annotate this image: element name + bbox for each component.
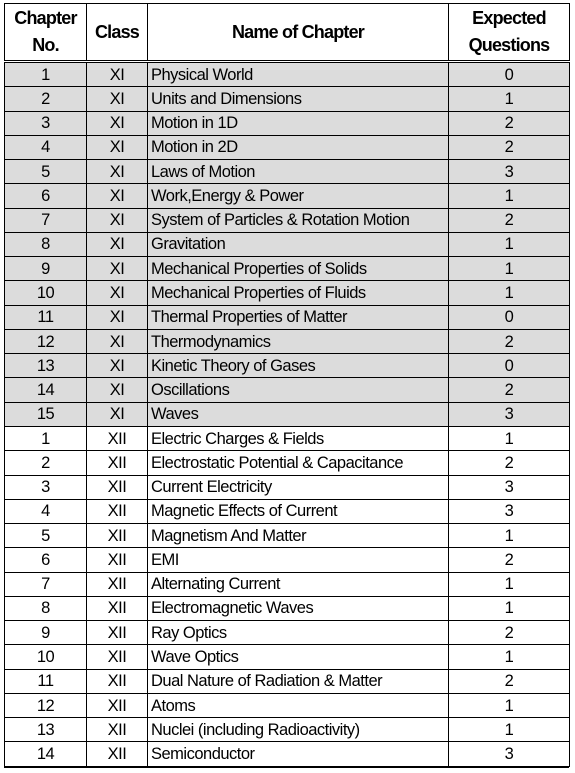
expected-questions-cell: 1 [449,184,570,208]
expected-questions-cell: 0 [449,305,570,329]
chapter-no-cell: 6 [5,548,87,572]
class-cell: XI [87,184,148,208]
expected-questions-cell: 1 [449,426,570,450]
chapter-name-cell: Magnetism And Matter [148,524,449,548]
class-cell: XII [87,596,148,620]
table-row [5,742,570,766]
chapter-no-cell: 10 [5,645,87,669]
chapter-name-cell: Mechanical Properties of Solids [148,257,449,281]
expected-questions-cell: 0 [449,62,570,87]
chapter-no-cell: 7 [5,572,87,596]
chapter-no-cell: 2 [5,87,87,111]
table-row [5,305,570,329]
table-row [5,62,570,87]
expected-questions-cell: 2 [449,135,570,159]
class-cell: XI [87,329,148,353]
class-cell: XII [87,693,148,717]
chapter-name-cell: Current Electricity [148,475,449,499]
bottom-rule [4,767,569,768]
class-cell: XII [87,742,148,766]
expected-questions-cell: 1 [449,232,570,256]
chapter-no-cell: 13 [5,354,87,378]
class-cell: XI [87,62,148,87]
class-cell: XI [87,257,148,281]
chapter-no-cell: 8 [5,232,87,256]
chapter-name-cell: Motion in 2D [148,135,449,159]
chapter-no-cell: 1 [5,426,87,450]
class-cell: XI [87,305,148,329]
class-cell: XII [87,451,148,475]
class-cell: XI [87,378,148,402]
table-row [5,426,570,450]
chapter-name-cell: Mechanical Properties of Fluids [148,281,449,305]
chapter-name-cell: Work,Energy & Power [148,184,449,208]
header-class: Class [87,4,148,62]
chapter-no-cell: 2 [5,451,87,475]
chapter-no-cell: 15 [5,402,87,426]
table-row [5,524,570,548]
expected-questions-cell: 1 [449,524,570,548]
expected-questions-cell: 1 [449,718,570,742]
expected-questions-cell: 3 [449,402,570,426]
class-cell: XI [87,135,148,159]
table-row [5,208,570,232]
chapter-name-cell: Electrostatic Potential & Capacitance [148,451,449,475]
header-chapter-no [5,4,87,62]
table-row [5,87,570,111]
table-row [5,111,570,135]
table-row [5,621,570,645]
chapter-no-cell: 11 [5,669,87,693]
expected-questions-cell: 2 [449,378,570,402]
chapter-name-cell: Physical World [148,62,449,87]
chapter-no-cell: 5 [5,524,87,548]
class-cell: XII [87,548,148,572]
chapter-no-cell: 12 [5,693,87,717]
class-cell: XI [87,208,148,232]
class-cell: XI [87,87,148,111]
expected-questions-cell: 3 [449,160,570,184]
chapter-no-cell: 11 [5,305,87,329]
table-row [5,354,570,378]
expected-questions-cell: 3 [449,499,570,523]
expected-questions-cell: 3 [449,742,570,766]
table-header [5,4,570,62]
table-row [5,548,570,572]
chapter-name-cell: Oscillations [148,378,449,402]
chapter-name-cell: Semiconductor [148,742,449,766]
chapter-no-cell: 10 [5,281,87,305]
chapter-name-cell: System of Particles & Rotation Motion [148,208,449,232]
chapter-name-cell: Electric Charges & Fields [148,426,449,450]
chapter-name-cell: EMI [148,548,449,572]
table-row [5,572,570,596]
chapter-name-cell: Wave Optics [148,645,449,669]
table-row [5,402,570,426]
expected-questions-cell: 2 [449,621,570,645]
table-row [5,329,570,353]
expected-questions-cell: 1 [449,572,570,596]
expected-questions-cell: 3 [449,475,570,499]
table-row [5,596,570,620]
chapter-name-cell: Nuclei (including Radioactivity) [148,718,449,742]
header-chapter-name: Name of Chapter [148,4,449,62]
table-body [5,62,570,767]
header-chapter-line1: Chapter [14,8,77,28]
chapter-name-cell: Units and Dimensions [148,87,449,111]
header-row [5,4,570,62]
class-cell: XII [87,645,148,669]
table-row [5,669,570,693]
class-cell: XI [87,281,148,305]
chapter-no-cell: 4 [5,135,87,159]
class-cell: XI [87,232,148,256]
expected-questions-cell: 0 [449,354,570,378]
expected-questions-cell: 1 [449,693,570,717]
chapter-no-cell: 14 [5,378,87,402]
table-row [5,257,570,281]
chapter-name-cell: Atoms [148,693,449,717]
chapter-no-cell: 4 [5,499,87,523]
class-cell: XII [87,426,148,450]
chapter-name-cell: Alternating Current [148,572,449,596]
chapter-name-cell: Thermal Properties of Matter [148,305,449,329]
table-row [5,475,570,499]
class-cell: XII [87,524,148,548]
chapter-no-cell: 1 [5,62,87,87]
expected-questions-cell: 1 [449,257,570,281]
chapter-no-cell: 3 [5,475,87,499]
table-row [5,718,570,742]
table-row [5,499,570,523]
chapter-no-cell: 14 [5,742,87,766]
expected-questions-cell: 1 [449,281,570,305]
table-row [5,378,570,402]
expected-questions-cell: 2 [449,451,570,475]
header-chapter-line2: No. [32,35,59,55]
chapter-name-cell: Electromagnetic Waves [148,596,449,620]
table-row [5,232,570,256]
class-cell: XII [87,621,148,645]
chapter-no-cell: 12 [5,329,87,353]
chapter-no-cell: 7 [5,208,87,232]
expected-questions-cell: 2 [449,208,570,232]
table-row [5,281,570,305]
chapter-no-cell: 6 [5,184,87,208]
chapter-name-cell: Waves [148,402,449,426]
class-cell: XII [87,718,148,742]
class-cell: XI [87,402,148,426]
header-expected-questions [449,4,570,62]
class-cell: XI [87,354,148,378]
expected-questions-cell: 2 [449,329,570,353]
class-cell: XII [87,475,148,499]
table-row [5,645,570,669]
chapter-name-cell: Laws of Motion [148,160,449,184]
table-row [5,135,570,159]
class-cell: XII [87,572,148,596]
class-cell: XII [87,499,148,523]
expected-questions-cell: 1 [449,596,570,620]
table-row [5,451,570,475]
table-row [5,184,570,208]
table-row [5,160,570,184]
chapter-name-cell: Ray Optics [148,621,449,645]
chapter-no-cell: 3 [5,111,87,135]
expected-questions-cell: 1 [449,645,570,669]
chapter-no-cell: 9 [5,621,87,645]
chapter-name-cell: Kinetic Theory of Gases [148,354,449,378]
class-cell: XI [87,111,148,135]
expected-questions-cell: 2 [449,111,570,135]
expected-questions-cell: 2 [449,548,570,572]
table-row [5,693,570,717]
header-expected-line2: Questions [468,35,550,55]
chapter-name-cell: Magnetic Effects of Current [148,499,449,523]
chapter-name-cell: Motion in 1D [148,111,449,135]
chapter-no-cell: 8 [5,596,87,620]
chapter-name-cell: Gravitation [148,232,449,256]
chapter-name-cell: Thermodynamics [148,329,449,353]
expected-questions-cell: 2 [449,669,570,693]
class-cell: XI [87,160,148,184]
chapter-weightage-table [4,3,570,767]
class-cell: XII [87,669,148,693]
chapter-no-cell: 9 [5,257,87,281]
header-expected-line1: Expected [472,8,546,28]
chapter-no-cell: 13 [5,718,87,742]
expected-questions-cell: 1 [449,87,570,111]
chapter-name-cell: Dual Nature of Radiation & Matter [148,669,449,693]
chapter-no-cell: 5 [5,160,87,184]
